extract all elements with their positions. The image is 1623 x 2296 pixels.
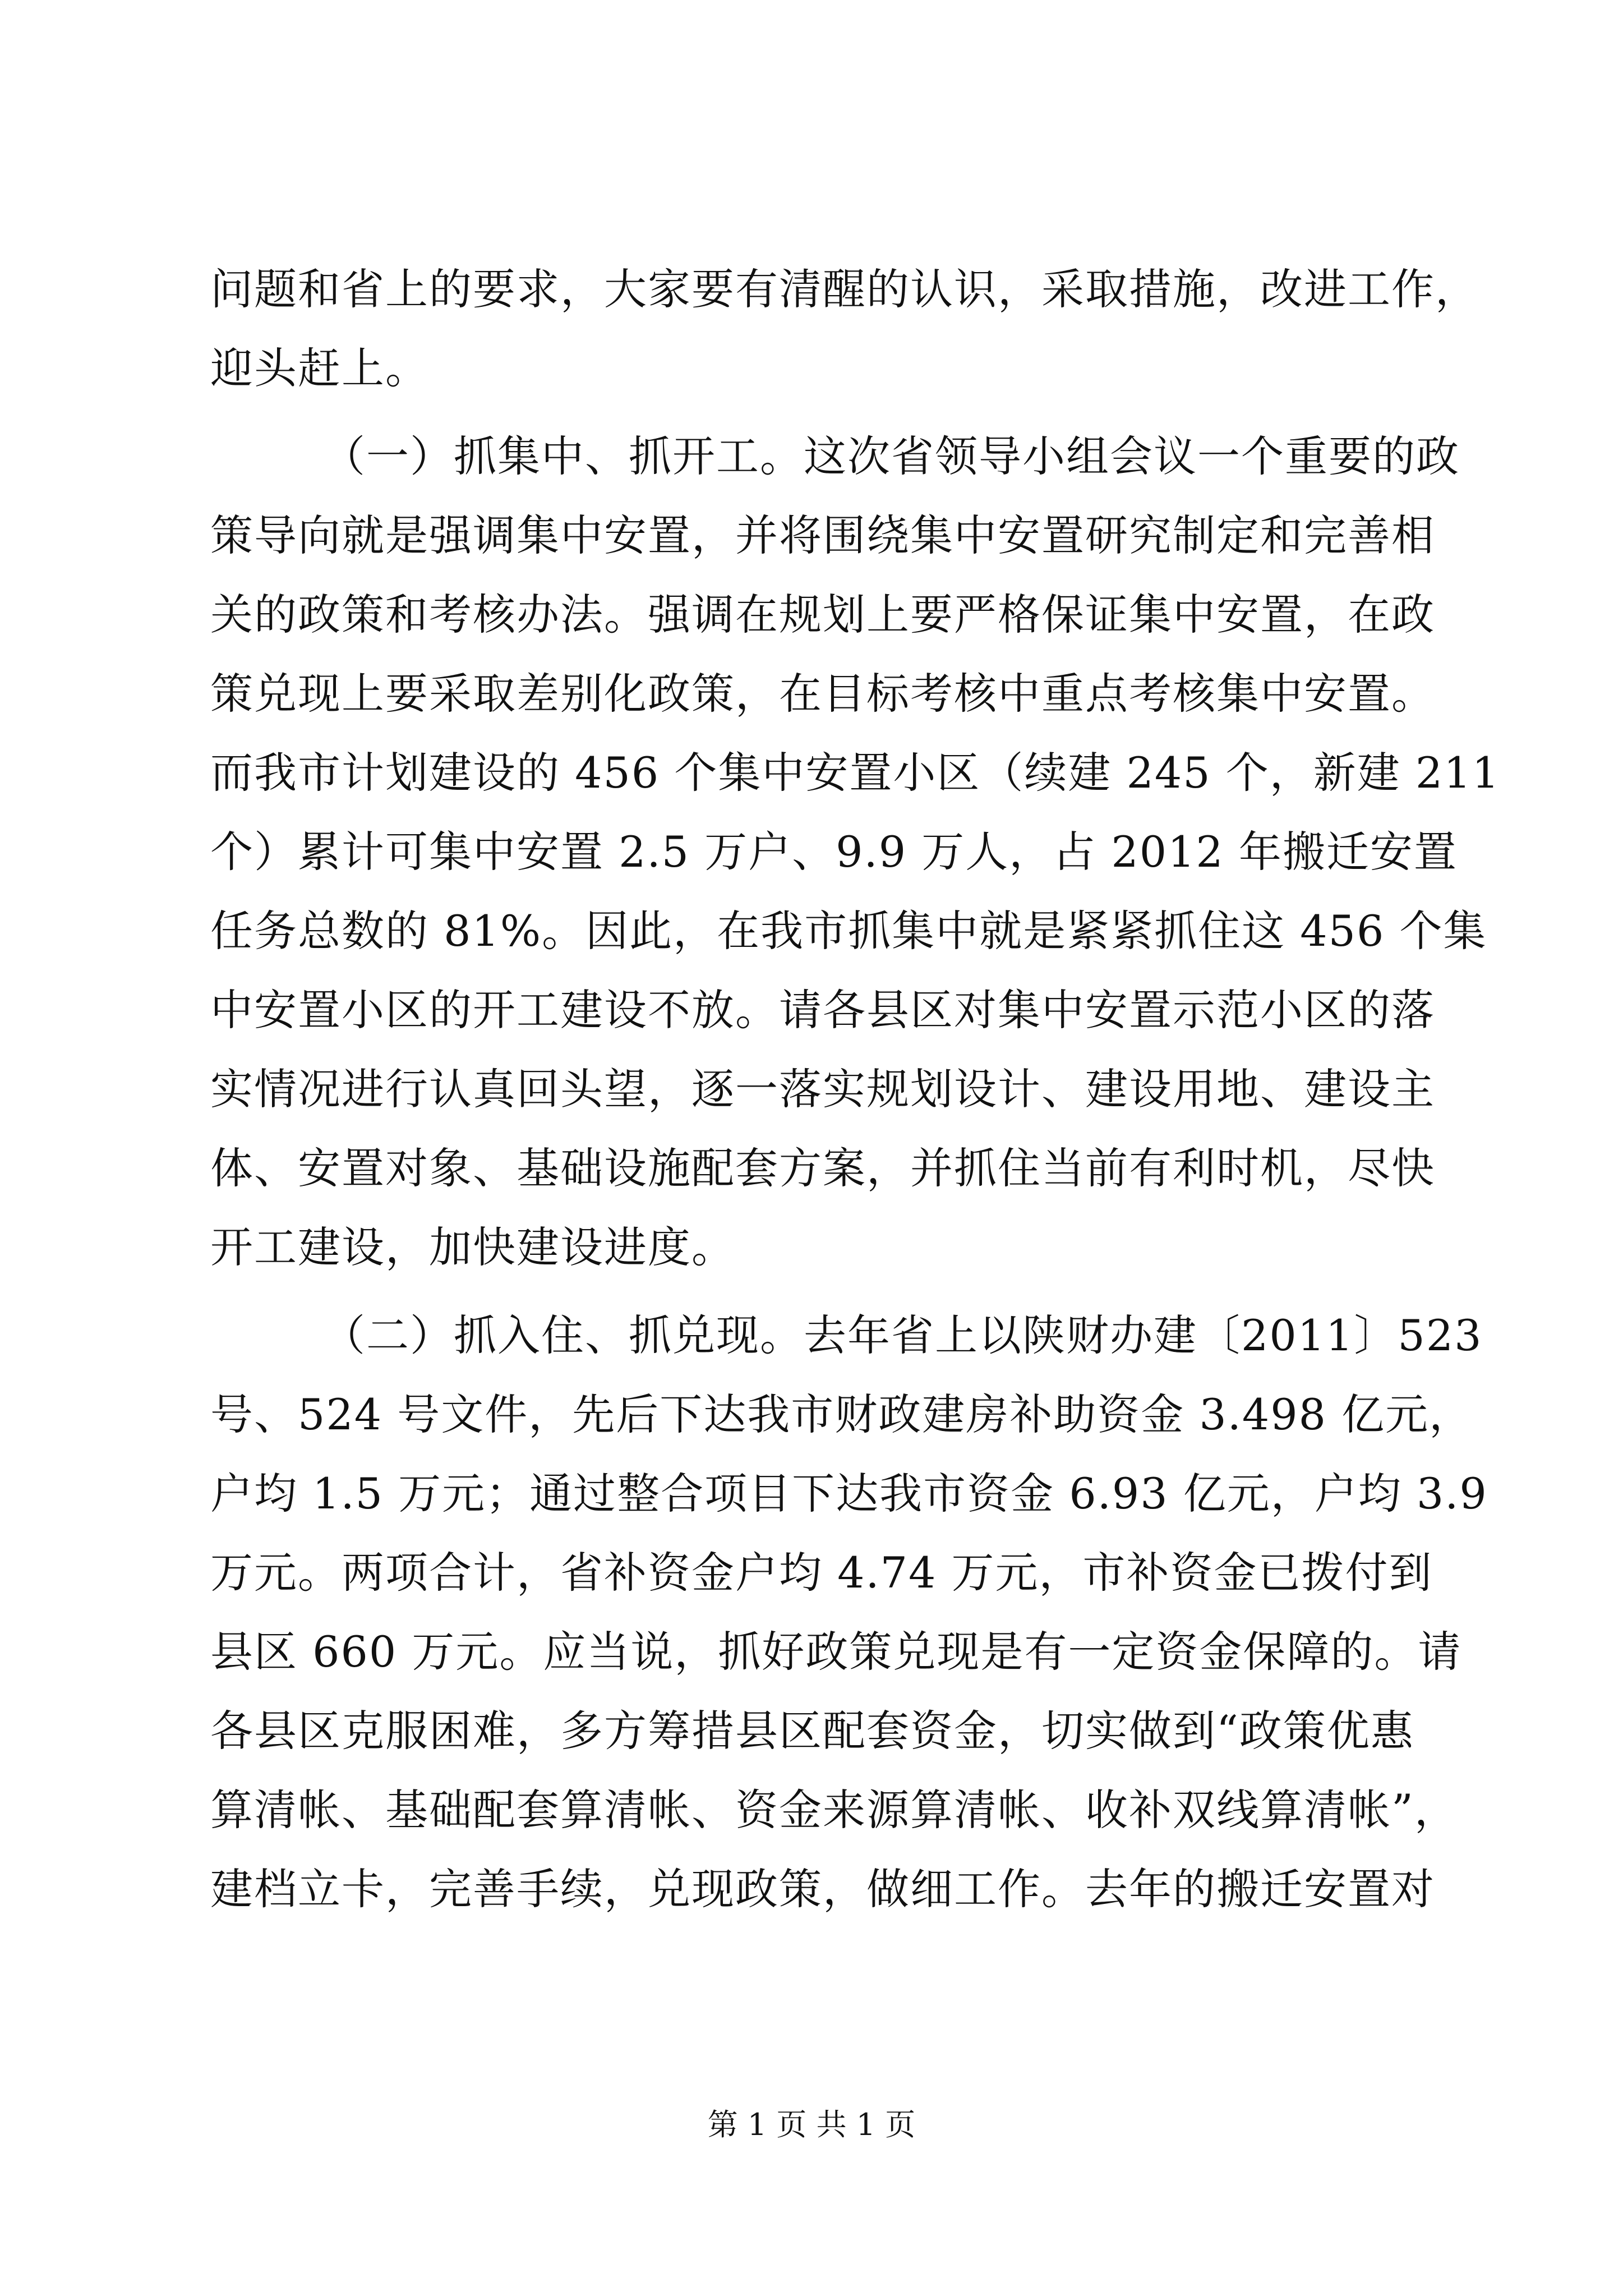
text-line: 建档立卡，完善手续，兑现政策，做细工作。去年的搬迁安置对 — [210, 1864, 1435, 1914]
text-line: 迎头赶上。 — [210, 343, 429, 393]
text-line: 县区 660 万元。应当说，抓好政策兑现是有一定资金保障的。请 — [210, 1627, 1462, 1677]
text-line: 万元。两项合计，省补资金户均 4.74 万元，市补资金已拨付到 — [210, 1548, 1433, 1598]
text-line: （一）抓集中、抓开工。这次省领导小组会议一个重要的政 — [322, 431, 1460, 481]
text-line: 各县区克服困难，多方筹措县区配套资金，切实做到“政策优惠 — [210, 1706, 1414, 1756]
text-line: 算清帐、基础配套算清帐、资金来源算清帐、收补双线算清帐”， — [210, 1785, 1458, 1835]
text-line: 任务总数的 81%。因此，在我市抓集中就是紧紧抓住这 456 个集 — [210, 906, 1487, 956]
paragraph-gap — [210, 1287, 1438, 1296]
text-line: 实情况进行认真回头望，逐一落实规划设计、建设用地、建设主 — [210, 1064, 1435, 1114]
page-footer: 第 1 页 共 1 页 — [707, 2107, 916, 2142]
text-line: 中安置小区的开工建设不放。请各县区对集中安置示范小区的落 — [210, 985, 1435, 1035]
text-line: 而我市计划建设的 456 个集中安置小区（续建 245 个，新建 211 — [210, 748, 1500, 798]
text-line: （二）抓入住、抓兑现。去年省上以陕财办建〔2011〕523 — [322, 1310, 1483, 1360]
paragraph — [210, 250, 1479, 408]
text-line: 策导向就是强调集中安置，并将围绕集中安置研究制定和完善相 — [210, 510, 1435, 560]
text-line: 问题和省上的要求，大家要有清醒的认识，采取措施，改进工作， — [210, 264, 1479, 314]
text-line: 号、524 号文件，先后下达我市财政建房补助资金 3.498 亿元， — [210, 1389, 1473, 1439]
text-line: 关的政策和考核办法。强调在规划上要严格保证集中安置，在政 — [210, 590, 1435, 639]
paragraph-gap — [210, 408, 1438, 417]
text-line: 个）累计可集中安置 2.5 万户、9.9 万人，占 2012 年搬迁安置 — [210, 827, 1458, 877]
paragraph — [210, 417, 1500, 1287]
text-line: 策兑现上要采取差别化政策，在目标考核中重点考核集中安置。 — [210, 669, 1435, 719]
text-line: 体、安置对象、基础设施配套方案，并抓住当前有利时机，尽快 — [210, 1143, 1435, 1193]
paragraph — [210, 1296, 1488, 1929]
document-body — [210, 250, 1500, 1929]
text-line: 户均 1.5 万元；通过整合项目下达我市资金 6.93 亿元，户均 3.9 — [210, 1469, 1488, 1519]
text-line: 开工建设，加快建设进度。 — [210, 1222, 735, 1272]
